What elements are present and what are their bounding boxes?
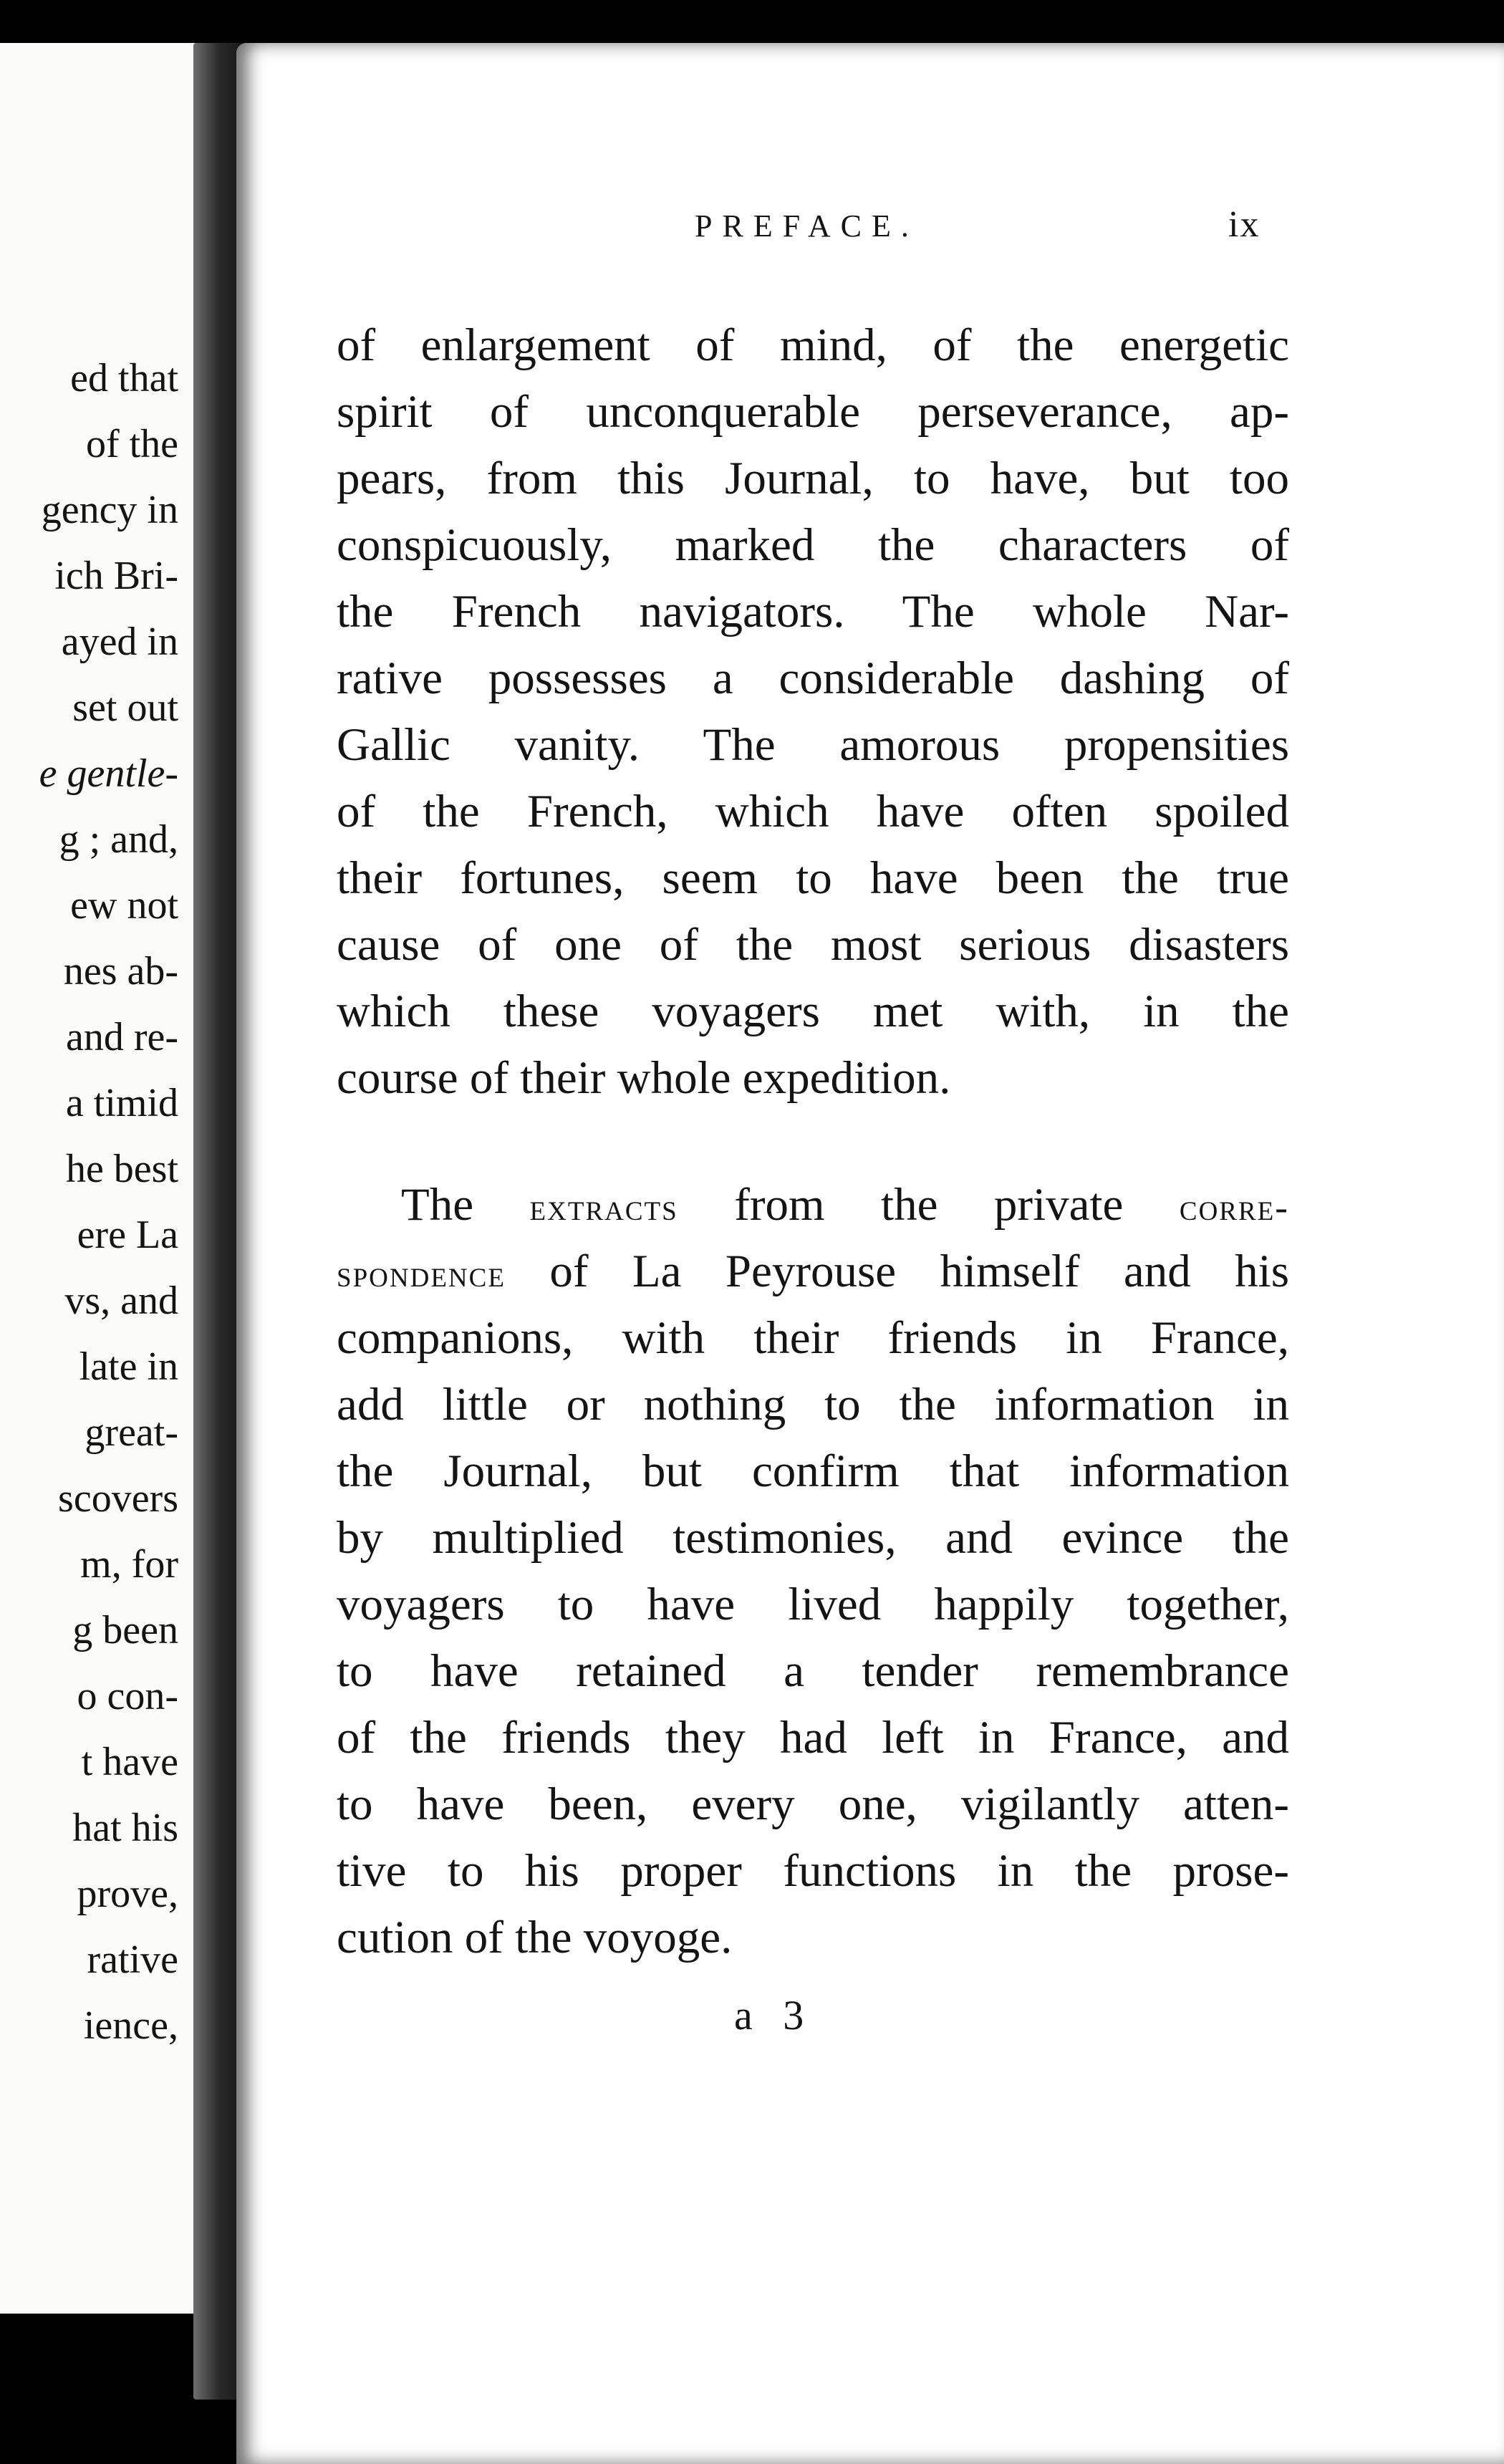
left-page-line: e gentle- [39,751,178,796]
text-line: by multiplied testimonies, and evince the [337,1512,1289,1564]
text-line [337,1248,1289,1295]
left-page-line: m, for [80,1542,178,1587]
text-line: tive to his proper functions in the prose- [337,1845,1289,1897]
text-line: their fortunes, seem to have been the true [337,852,1289,904]
text-line: cause of one of the most serious disasters [337,919,1289,971]
text-line: of enlargement of mind, of the energetic [337,319,1289,371]
left-page-line: set out [72,685,178,730]
left-page-line: ed that [70,356,178,400]
left-page-line: and re- [65,1015,178,1059]
text-line: rative possesses a considerable dashing of [337,653,1289,704]
left-page-line: gency in [41,488,178,532]
page-number: ix [1228,204,1260,245]
text-line: add little or nothing to the information in [337,1379,1289,1430]
left-page-line: late in [79,1344,178,1389]
text-run: of La Peyrouse himself and his [505,1246,1289,1297]
text-line: pears, from this Journal, to have, but too [337,453,1289,504]
text-line: of the French, which have often spoiled [337,786,1289,837]
small-caps-word: spondence [337,1253,506,1295]
text-line: the Journal, but confirm that information [337,1445,1289,1497]
left-page-line: ayed in [61,620,178,664]
text-line: spirit of unconquerable perseverance, ap- [337,386,1289,438]
left-page-line: prove, [77,1872,178,1916]
left-page-line: g ; and, [59,817,178,862]
running-head [466,204,1325,258]
small-caps-word: corre- [1179,1186,1289,1228]
left-page-line: o con- [77,1674,178,1718]
text-line: conspicuously, marked the characters of [337,519,1289,571]
text-line: Gallic vanity. The amorous propensities [337,719,1289,771]
left-page-line: ience, [83,2003,178,2048]
left-page-line: vs, and [64,1279,178,1323]
text-line: the French navigators. The whole Nar- [337,586,1289,637]
text-line: which these voyagers met with, in the [337,986,1289,1037]
text-run: from the private [678,1179,1180,1231]
left-page-line: he best [65,1147,178,1191]
left-page-line: a timid [65,1081,178,1125]
signature-mark: a 3 [734,1992,814,2039]
text-line: voyagers to have lived happily together, [337,1579,1289,1630]
text-line: of the friends they had left in France, and [337,1712,1289,1763]
text-line [337,1179,1289,1231]
left-page-line: rative [87,1938,178,1982]
small-caps-word: extracts [529,1186,678,1228]
text-line: companions, with their friends in France, [337,1312,1289,1364]
left-page-line: of the [85,422,178,466]
left-page-line: hat his [72,1806,178,1850]
running-head-title: PREFACE. [695,208,919,244]
left-page-line: great- [85,1410,178,1455]
left-page-line: scovers [58,1476,178,1521]
text-line: course of their whole expedition. [337,1052,951,1104]
left-page-line: nes ab- [63,949,178,993]
text-line: to have retained a tender remembrance [337,1645,1289,1697]
left-page-line: ich Bri- [54,554,178,598]
left-page-line: t have [81,1740,178,1784]
text-run: The [401,1179,530,1231]
left-page-line: g been [72,1608,178,1652]
text-line: cution of the voyoge. [337,1912,733,1963]
left-page-line: ew not [70,883,178,928]
left-page-line: ere La [77,1213,178,1257]
text-line: to have been, every one, vigilantly atten- [337,1779,1289,1830]
